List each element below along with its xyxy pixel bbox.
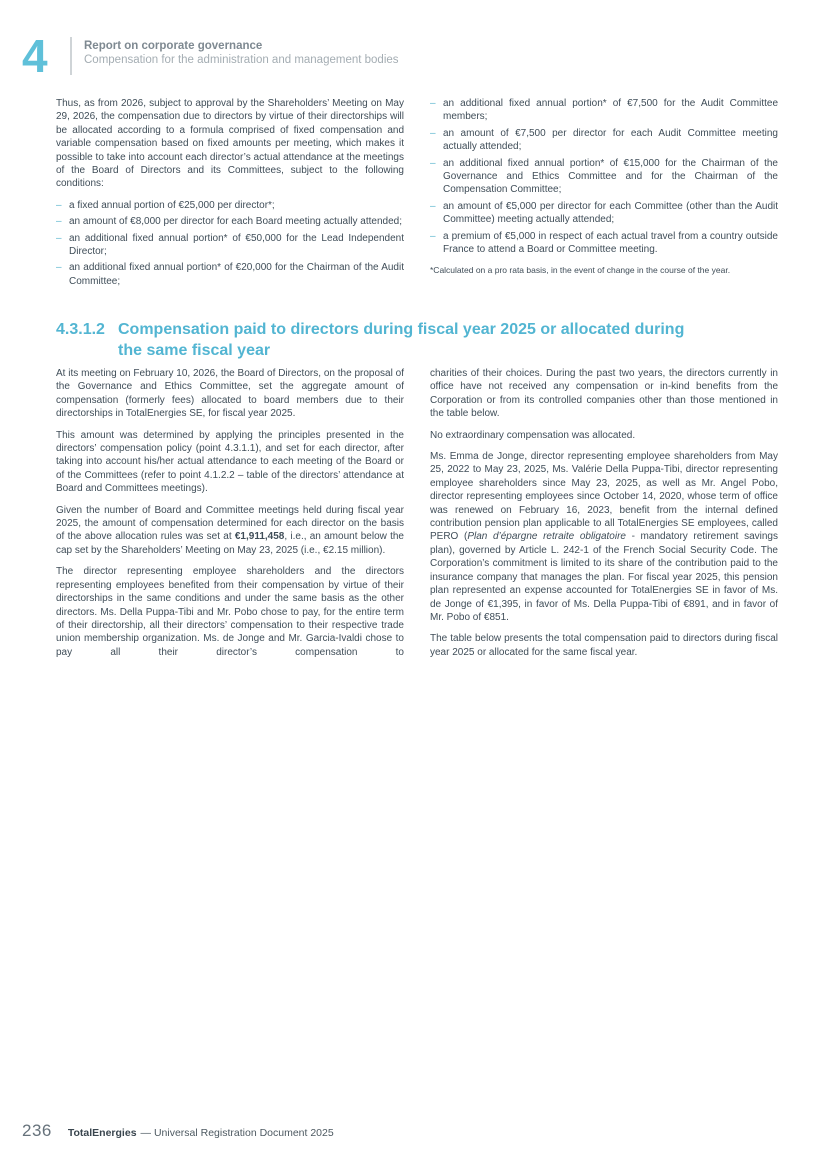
paragraph-text: - mandatory retirement savings plan), governed by Article L. 242-1 of the French Social Security Code. The Corporation’s commitment is limited to its share of the contribution paid to the insurance company that manages the plan. For fiscal year 2025, this pension plan represented an expense accounted for TotalEnergies SE in favor of Ms. de Jonge of €1,395, in favor of Ms. Della Puppa-Tibi of €891, and in favor of Mr. Pobo of €851. [430,531,778,623]
list-item [430,97,778,124]
list-item [56,232,404,259]
footer-text [68,1123,334,1141]
section-title [118,319,684,361]
list-item [430,230,778,257]
list-item [56,199,404,212]
bullet-text: an amount of €5,000 per director for each Committee (other than the Audit Committee) meeting actually attended; [443,200,778,226]
paragraph-text: Ms. Emma de Jonge, director representing employee shareholders from May 25, 2022 to May 23, 2025, Ms. Valérie Della Puppa-Tibi, director representing employee shareholders since May 23, 2025, as well as Mr. Angel Pobo, director representing employees since October 14, 2020, whose term of office was renewed on February 16, 2023, benefit from the internal defined contribution pension plan applicable to all TotalEnergies SE employees, called PERO ( [430,451,778,543]
header-text [84,34,399,78]
list-item [430,127,778,154]
paragraph: The table below presents the total compensation paid to directors during fiscal year 2025 or allocated for the same fiscal year. [430,633,778,658]
main-body [56,367,778,667]
highlighted-amount: €1,911,458 [234,531,285,543]
bullet-dash: – [430,157,436,169]
bullet-dash: – [430,200,436,212]
paragraph: At its meeting on February 10, 2026, the Board of Directors, on the proposal of the Governance and Ethics Committee, set the aggregate amount of compensation (formerly fees) allocated to board members due to their directorships in TotalEnergies SE, for fiscal year 2025. [56,368,404,420]
intro-section [56,97,778,291]
intro-footnote: *Calculated on a pro rata basis, in the event of change in the course of the year. [430,265,731,276]
paragraph [56,504,404,558]
section-title-line1: Compensation paid to directors during fiscal year 2025 or allocated during [118,321,685,338]
intro-right-column [430,97,778,291]
page-header [22,30,399,82]
paragraph: The director representing employee shareholders and the directors representing employees benefited from their compensation by virtue of their directorships in the same conditions and under the same basis as the other directors. Ms. Della Puppa-Tibi and Mr. Pobo chose to pay, for the entire term of their directorship, all their directors’ compensation to their respective trade union membership organization. Ms. de Jonge and Mr. Garcia-Ivaldi chose to pay all their director’s compensation to [56,566,404,658]
paragraph-text: Given the number of Board and Committee meetings held during fiscal year 2025, the amount of compensation determined for each director on the basis of the above allocation rules was set at [56,504,404,543]
intro-left-column [56,97,404,291]
intro-lead-paragraph: Thus, as from 2026, subject to approval by the Shareholders’ Meeting on May 29, 2026, the compensation due to directors by virtue of their directorships will be allocated according to a formula comprised of fixed compensation and variable compensation based on fixed amounts per meeting, which makes it possible to take into account each director’s actual attendance at the meetings of the Board of Directors and its Committees, subject to the following conditions: [56,98,404,190]
section-number: 4.3.1.2 [56,321,105,338]
list-item [56,215,404,228]
italic-term: Plan d’épargne retraite obligatoire [467,531,626,543]
bullet-text: an amount of €8,000 per director for each Board meeting actually attended; [69,216,402,228]
header-subtitle: Compensation for the administration and management bodies [84,54,399,66]
paragraph: No extraordinary compensation was allocated. [430,429,636,441]
section-heading [56,319,778,361]
paragraph [430,450,778,624]
header-divider [70,37,72,75]
footer-doc-title: — Universal Registration Document 2025 [140,1127,334,1139]
chapter-number: 4 [22,30,48,82]
bullet-text: an additional fixed annual portion* of €7,500 for the Audit Committee members; [443,98,778,123]
page-number: 236 [22,1121,52,1140]
bullet-dash: – [56,199,62,211]
list-item [430,157,778,197]
body-right-column [430,367,778,667]
bullet-dash: – [56,262,62,274]
bullet-text: an additional fixed annual portion* of €15,000 for the Chairman of the Governance and Ethics Committee and for the Chairman of the Compensation Committee; [443,157,778,196]
bullet-text: an amount of €7,500 per director for each Audit Committee meeting actually attended; [443,127,778,153]
list-item [430,200,778,227]
footer-brand: TotalEnergies [67,1127,137,1139]
page-footer [22,1121,334,1141]
bullet-dash: – [430,98,436,109]
bullet-dash: – [430,127,436,139]
bullet-dash: – [56,232,62,244]
paragraph-text: , i.e., an amount below the cap set by the Shareholders’ Meeting on May 23, 2025 (i.e., €2.15 million). [56,531,404,556]
paragraph: charities of their choices. During the past two years, the directors currently in office have not received any compensation or in-kind benefits from the Corporation or from its controlled companies other than those mentioned in the table below. [430,368,778,420]
bullet-dash: – [56,216,62,228]
intro-right-bullet-list [430,97,778,256]
intro-left-bullet-list [56,199,404,288]
body-left-column [56,367,404,667]
header-title: Report on corporate governance [84,40,263,52]
bullet-text: an additional fixed annual portion* of €50,000 for the Lead Independent Director; [69,232,404,258]
bullet-text: a fixed annual portion of €25,000 per director*; [69,199,275,211]
bullet-dash: – [430,230,436,242]
section-title-line2: the same fiscal year [118,342,271,359]
paragraph: This amount was determined by applying the principles presented in the directors’ compensation policy (point 4.3.1.1), and set for each director, after taking into account his/her actual attendance to each meeting of the Board or of the Committees (refer to point 4.1.2.2 – table of the directors’ attendance at Board and Committees meetings). [56,429,404,495]
bullet-text: an additional fixed annual portion* of €20,000 for the Chairman of the Audit Committee; [69,262,404,287]
bullet-text: a premium of €5,000 in respect of each actual travel from a country outside France to attend a Board or Committee meeting. [443,230,778,256]
list-item [56,261,404,288]
